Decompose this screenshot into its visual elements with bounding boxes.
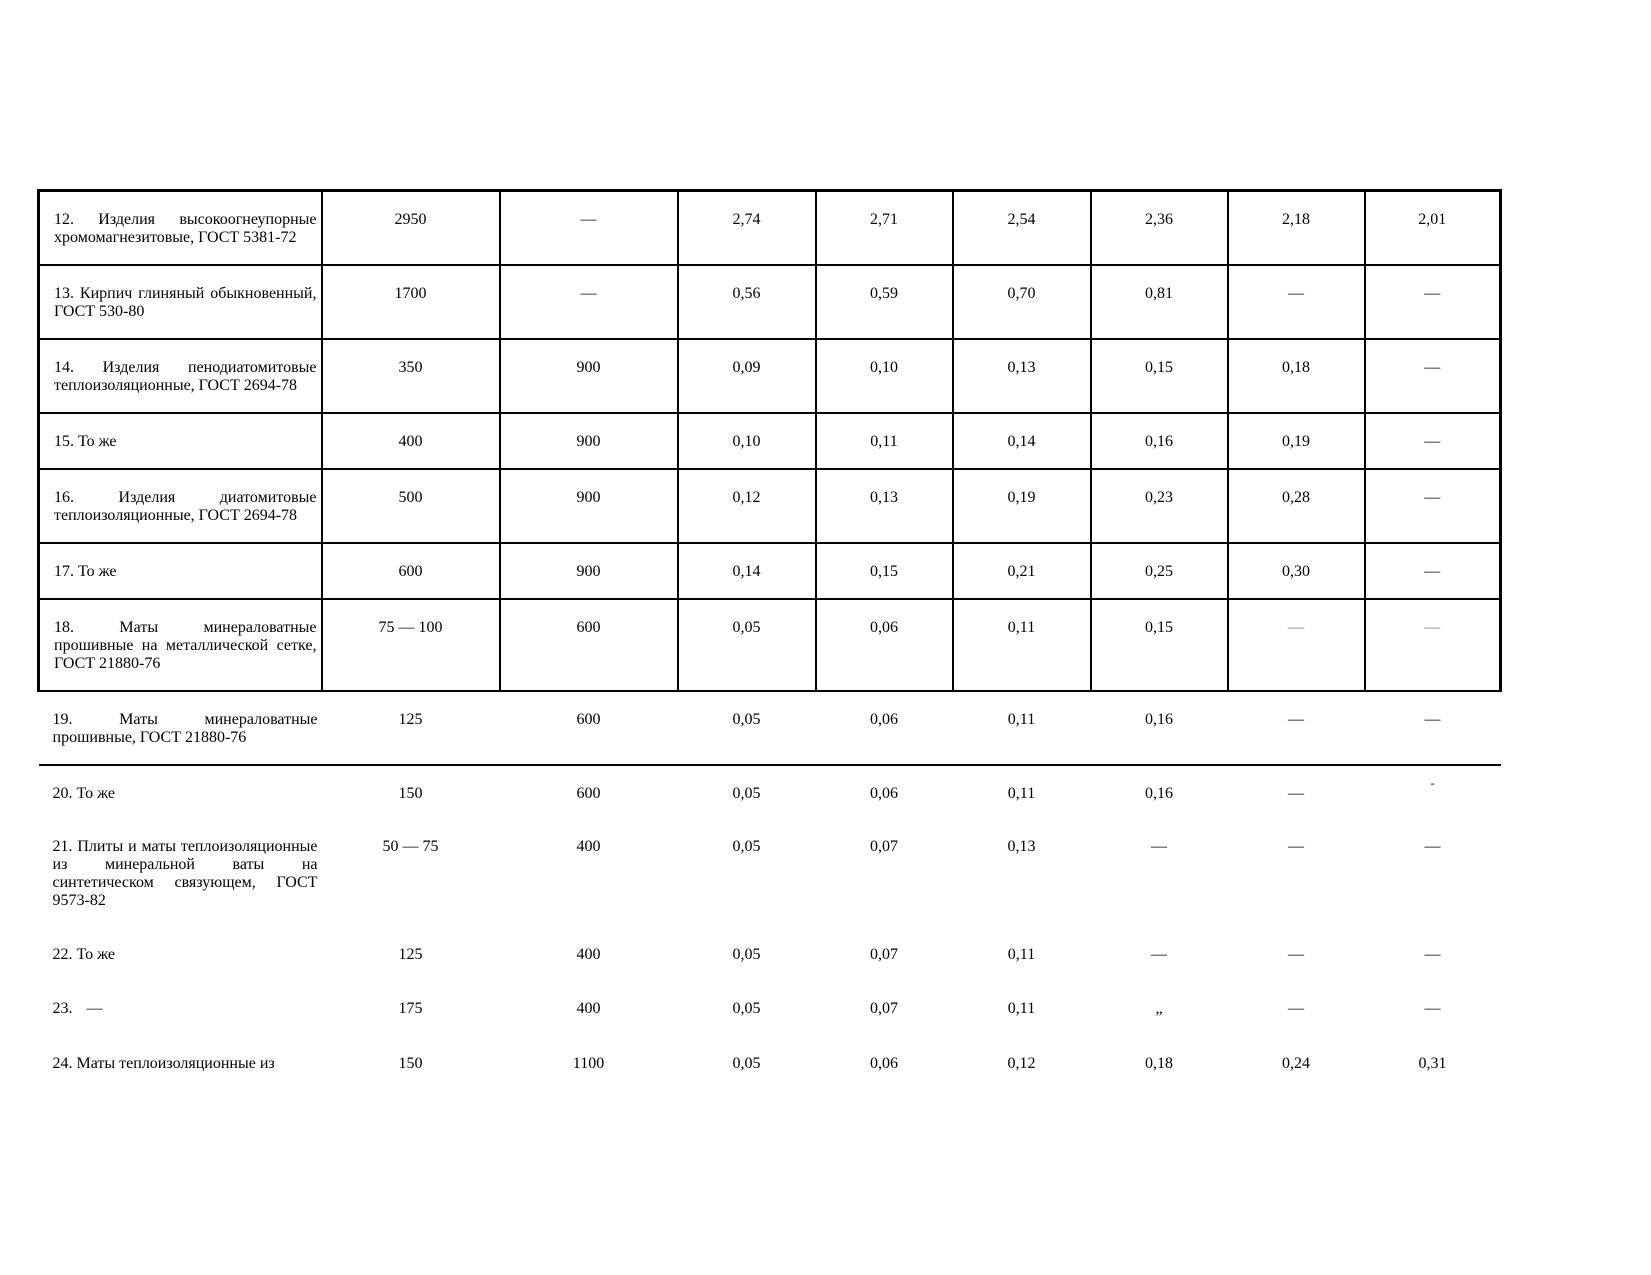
material-name: 17. То же xyxy=(39,543,322,599)
table-row xyxy=(39,599,1501,691)
cell-value: — xyxy=(500,265,678,339)
material-name: 20. То же xyxy=(52,784,116,802)
cell-value: 0,07 xyxy=(870,945,898,963)
cell-value: 0,11 xyxy=(1007,999,1036,1017)
cell-value: 125 xyxy=(322,691,500,765)
cell-value: 0,05 xyxy=(678,691,816,765)
cell-value: 0,18 xyxy=(1228,339,1365,413)
cell-value: 0,23 xyxy=(1091,469,1228,543)
cell-value: 0,24 xyxy=(1282,1054,1310,1072)
row-number: 23. xyxy=(52,999,73,1017)
cell-value: 0,15 xyxy=(1091,599,1228,691)
cell-value: — xyxy=(1365,413,1501,469)
table-row xyxy=(39,543,1501,599)
cell-value: 0,19 xyxy=(1228,413,1365,469)
cell-value: 0,18 xyxy=(1145,1054,1173,1072)
cell-value: 900 xyxy=(500,469,678,543)
cell-value: 0,05 xyxy=(732,784,761,802)
table-row xyxy=(39,765,1501,819)
cell-value: 0,05 xyxy=(732,999,761,1017)
cell-value: 400 xyxy=(576,837,601,855)
cell-value: 600 xyxy=(500,691,678,765)
cell-value: 350 xyxy=(322,339,500,413)
material-name: 16. Изделия диатомитовые теплоизоляционные, ГОСТ 2694-78 xyxy=(39,469,322,543)
cell-value: 900 xyxy=(500,543,678,599)
cell-value: — xyxy=(1365,265,1501,339)
cell-value: — xyxy=(1365,691,1501,765)
material-name: 21. Плиты и маты теплоизоляционные из минеральной ваты на синтетическом связующем, ГОСТ 9573-82 xyxy=(52,837,318,909)
table-row xyxy=(39,819,1501,927)
cell-value: 0,25 xyxy=(1091,543,1228,599)
material-name: 13. Кирпич глиняный обыкновенный, ГОСТ 530-80 xyxy=(39,265,322,339)
cell-value: 150 xyxy=(398,1054,423,1072)
table-row xyxy=(39,1036,1501,1076)
cell-value: 400 xyxy=(322,413,500,469)
cell-value: 0,09 xyxy=(678,339,816,413)
cell-value: 0,05 xyxy=(732,837,761,855)
cell-value: 0,10 xyxy=(816,339,953,413)
cell-value: 0,21 xyxy=(953,543,1091,599)
cell-value: 2950 xyxy=(322,191,500,265)
cell-value: — xyxy=(1228,691,1365,765)
cell-value: 0,31 xyxy=(1418,1054,1447,1072)
material-name: 18. Маты минераловатные прошивные на металлической сетке, ГОСТ 21880-76 xyxy=(39,599,322,691)
cell-value: 0,70 xyxy=(953,265,1091,339)
cell-value: 2,74 xyxy=(678,191,816,265)
table-row xyxy=(39,265,1501,339)
cell-value: 0,06 xyxy=(816,691,953,765)
cell-value: — xyxy=(1151,837,1167,855)
cell-value: 0,56 xyxy=(678,265,816,339)
cell-value: 0,16 xyxy=(1145,784,1173,802)
cell-value: 0,11 xyxy=(953,691,1091,765)
cell-value: 0,06 xyxy=(870,1054,898,1072)
cell-value: 900 xyxy=(500,339,678,413)
cell-value: 2,54 xyxy=(953,191,1091,265)
cell-value: 2,01 xyxy=(1365,191,1501,265)
cell-value: 0,06 xyxy=(870,784,898,802)
cell-value: 0,30 xyxy=(1228,543,1365,599)
thermal-conductivity-table xyxy=(37,189,1502,1076)
cell-value: 0,16 xyxy=(1091,691,1228,765)
cell-value: 1100 xyxy=(572,1054,605,1072)
cell-value: 0,12 xyxy=(678,469,816,543)
cell-value: 2,18 xyxy=(1228,191,1365,265)
material-name: 24. Маты теплоизоляционные из xyxy=(52,1054,275,1072)
cell-value: 0,14 xyxy=(953,413,1091,469)
cell-value: 900 xyxy=(500,413,678,469)
material-name: 19. Маты минераловатные прошивные, ГОСТ 21880-76 xyxy=(39,691,322,765)
cell-value: 0,11 xyxy=(816,413,953,469)
cell-value: 0,12 xyxy=(1007,1054,1036,1072)
cell-value: 0,15 xyxy=(816,543,953,599)
cell-value: 0,14 xyxy=(678,543,816,599)
cell-value: 50 — 75 xyxy=(382,837,439,855)
table-row xyxy=(39,981,1501,1036)
material-name: 12. Изделия высокоогнеупорные хромомагнезитовые, ГОСТ 5381-72 xyxy=(39,191,322,265)
cell-value: 0,13 xyxy=(1007,837,1036,855)
table-row xyxy=(39,191,1501,265)
table-row xyxy=(39,469,1501,543)
cell-value: 0,07 xyxy=(870,999,898,1017)
cell-value: — xyxy=(1424,945,1441,963)
cell-value: 0,11 xyxy=(1007,784,1036,802)
cell-value: 0,15 xyxy=(1091,339,1228,413)
cell-value: 0,19 xyxy=(953,469,1091,543)
cell-value: 0,59 xyxy=(816,265,953,339)
cell-value: 175 xyxy=(398,999,423,1017)
cell-value: — xyxy=(1424,999,1441,1017)
table-row xyxy=(39,691,1501,765)
cell-value: 0,11 xyxy=(1007,945,1036,963)
cell-value: — xyxy=(1288,999,1304,1017)
cell-value: — xyxy=(1228,599,1365,691)
cell-value: 0,28 xyxy=(1228,469,1365,543)
cell-value: 500 xyxy=(322,469,500,543)
cell-value: — xyxy=(1288,945,1304,963)
cell-value: — xyxy=(1365,599,1501,691)
cell-value: 600 xyxy=(322,543,500,599)
cell-value: 600 xyxy=(576,784,601,802)
cell-value: 0,06 xyxy=(816,599,953,691)
cell-value: — xyxy=(1228,265,1365,339)
cell-value: 0,05 xyxy=(732,1054,761,1072)
cell-value: 0,10 xyxy=(678,413,816,469)
material-name: 22. То же xyxy=(52,945,116,963)
table-row xyxy=(39,927,1501,981)
cell-value: — xyxy=(500,191,678,265)
cell-value: 1700 xyxy=(322,265,500,339)
cell-value: 600 xyxy=(500,599,678,691)
cell-value: 400 xyxy=(576,999,601,1017)
material-name xyxy=(39,981,322,1036)
cell-value: — xyxy=(1424,837,1441,855)
cell-value: „ xyxy=(1155,999,1163,1017)
cell-value: 0,81 xyxy=(1091,265,1228,339)
cell-value: 75 — 100 xyxy=(322,599,500,691)
cell-value: 0,07 xyxy=(870,837,898,855)
cell-value: 0,16 xyxy=(1091,413,1228,469)
cell-value: 0,05 xyxy=(678,599,816,691)
cell-value: 2,71 xyxy=(816,191,953,265)
cell-value: 0,13 xyxy=(816,469,953,543)
cell-value: - xyxy=(1430,775,1435,790)
cell-value: 125 xyxy=(398,945,423,963)
cell-value: — xyxy=(1365,339,1501,413)
cell-value: 0,05 xyxy=(732,945,761,963)
cell-value: — xyxy=(1151,945,1167,963)
cell-value: 2,36 xyxy=(1091,191,1228,265)
material-name: 15. То же xyxy=(39,413,322,469)
cell-value: — xyxy=(1365,469,1501,543)
material-name: 14. Изделия пенодиатомитовые теплоизоляционные, ГОСТ 2694-78 xyxy=(39,339,322,413)
cell-value: 0,13 xyxy=(953,339,1091,413)
cell-value: — xyxy=(1288,784,1304,802)
cell-value: — xyxy=(1288,837,1304,855)
ditto-dash: — xyxy=(86,999,103,1017)
cell-value: 0,11 xyxy=(953,599,1091,691)
cell-value: 150 xyxy=(398,784,423,802)
table-row xyxy=(39,413,1501,469)
cell-value: 400 xyxy=(576,945,601,963)
table-row xyxy=(39,339,1501,413)
cell-value: — xyxy=(1365,543,1501,599)
